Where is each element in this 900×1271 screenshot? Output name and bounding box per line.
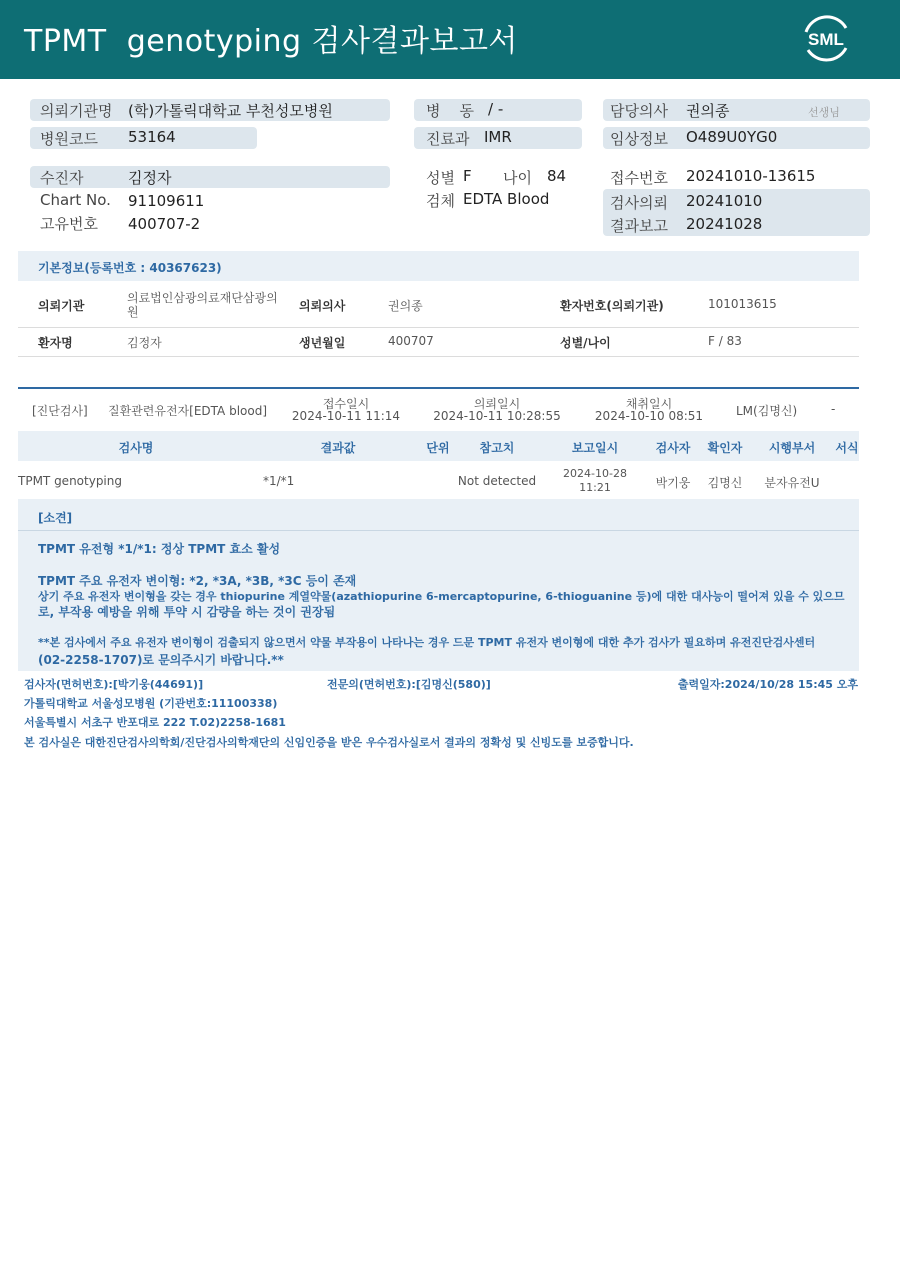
- received-value: 2024-10-11 11:14: [291, 409, 401, 423]
- info-birth-label: 생년월일: [299, 336, 346, 350]
- report-header: [0, 0, 900, 79]
- footer-printed: 출력일자:2024/10/28 15:45 오후: [677, 678, 858, 691]
- finding-line-5: **본 검사에서 주요 유전자 변이형이 검출되지 않으면서 약물 부작용이 나타나는 경우 드문 TPMT 유전자 변이형에 대한 추가 검사가 필요하며 유전진단검사센터: [38, 636, 816, 649]
- collected-label: 채취일시: [625, 397, 673, 411]
- row-test-name: TPMT genotyping: [18, 474, 122, 488]
- received-label: 접수일시: [322, 397, 370, 411]
- receipt-value: 20241010-13615: [686, 167, 816, 185]
- th-confirmer: 확인자: [707, 441, 743, 455]
- logo-text: SML: [808, 30, 844, 49]
- th-result: 결과값: [320, 441, 356, 455]
- th-report-date: 보고일시: [571, 441, 619, 455]
- info-patient-no-value: 101013615: [708, 297, 777, 311]
- test-category: [진단검사]: [32, 404, 88, 418]
- request-label: 검사의뢰: [610, 194, 668, 212]
- ward-value: / -: [488, 100, 504, 118]
- report-value: 20241028: [686, 215, 763, 233]
- sml-logo: [798, 12, 854, 66]
- row-report-date: 2024-10-28: [563, 467, 627, 480]
- chart-label: Chart No.: [40, 191, 111, 209]
- unique-value: 400707-2: [128, 215, 201, 233]
- sex-label: 성별: [426, 169, 455, 187]
- info-institution-value-line2: 원: [127, 305, 139, 319]
- finding-line-3: 상기 주요 유전자 변이형을 갖는 경우 thiopurine 계열약물(azathiopurine 6-mercaptopurine, 6-thioguanine 등)에 대한 대사능이 떨어져 있을 수 있으므: [38, 590, 845, 603]
- footer-tester: 검사자(면허번호):[박기웅(44691)]: [24, 678, 204, 691]
- info-doctor-value: 권의종: [388, 299, 423, 313]
- sex-value: F: [463, 167, 472, 185]
- th-reference: 참고치: [479, 441, 515, 455]
- patient-label: 수진자: [40, 169, 84, 187]
- th-tester: 검사자: [655, 441, 691, 455]
- row-department: 분자유전U: [764, 476, 820, 490]
- info-patient-no-label: 환자번호(의뢰기관): [560, 299, 664, 313]
- doctor-suffix: 선생님: [808, 106, 840, 119]
- th-test-name: 검사명: [118, 441, 154, 455]
- clinical-label: 임상정보: [610, 130, 668, 148]
- age-label: 나이: [503, 169, 532, 187]
- clinical-value: O489U0YG0: [686, 128, 778, 146]
- lm-value: LM(김명신): [736, 404, 798, 418]
- lm-dash: -: [831, 402, 836, 416]
- report-label: 결과보고: [610, 217, 668, 235]
- row-result: *1/*1: [263, 474, 295, 488]
- dept-value: IMR: [484, 128, 512, 146]
- institution-label: 의뢰기관명: [40, 102, 113, 120]
- doctor-label: 담당의사: [610, 102, 668, 120]
- collected-value: 2024-10-10 08:51: [594, 409, 704, 423]
- patient-value: 김정자: [128, 169, 172, 187]
- dept-label: 진료과: [426, 130, 470, 148]
- row-report-time: 11:21: [579, 481, 611, 494]
- ward-label: 병 동: [426, 102, 475, 120]
- finding-line-2: TPMT 주요 유전자 변이형: *2, *3A, *3B, *3C 등이 존재: [38, 574, 357, 588]
- test-group: 질환관련유전자[EDTA blood]: [108, 404, 268, 418]
- requested-label: 의뢰일시: [473, 397, 521, 411]
- patient-pill: [30, 166, 390, 188]
- footer-org: 가톨릭대학교 서울성모병원 (기관번호:11100338): [24, 697, 278, 710]
- doctor-value: 권의종: [686, 102, 730, 120]
- specimen-label: 검체: [426, 192, 455, 210]
- info-sexage-value: F / 83: [708, 334, 742, 348]
- footer-certification: 본 검사실은 대한진단검사의학회/진단검사의학재단의 신임인증을 받은 우수검사실로서 결과의 정확성 및 신빙도를 보증합니다.: [24, 736, 634, 749]
- info-institution-label: 의뢰기관: [38, 299, 85, 313]
- hospital-code-label: 병원코드: [40, 130, 98, 148]
- specimen-value: EDTA Blood: [463, 190, 550, 208]
- findings-title: [소견]: [38, 511, 73, 525]
- request-value: 20241010: [686, 192, 763, 210]
- th-unit: 단위: [426, 441, 450, 455]
- test-info-top-rule: [18, 387, 859, 389]
- th-department: 시행부서: [768, 441, 816, 455]
- footer-specialist: 전문의(면허번호):[김명신(580)]: [327, 678, 491, 691]
- info-bottom-divider: [18, 356, 859, 357]
- report-title: TPMT genotyping 검사결과보고서: [24, 24, 518, 59]
- receipt-label: 접수번호: [610, 169, 668, 187]
- institution-value: (학)가톨릭대학교 부천성모병원: [128, 102, 333, 120]
- info-divider: [18, 327, 859, 328]
- footer-address: 서울특별시 서초구 반포대로 222 T.02)2258-1681: [24, 716, 286, 729]
- info-name-value: 김정자: [127, 336, 162, 350]
- basic-info-title: 기본정보(등록번호 : 40367623): [38, 261, 222, 275]
- finding-line-4: 로, 부작용 예방을 위해 투약 시 감량을 하는 것이 권장됨: [38, 605, 336, 619]
- finding-line-1: TPMT 유전형 *1/*1: 정상 TPMT 효소 활성: [38, 542, 281, 556]
- findings-divider: [18, 530, 859, 531]
- info-sexage-label: 성별/나이: [560, 336, 611, 350]
- info-birth-value: 400707: [388, 334, 434, 348]
- age-value: 84: [547, 167, 567, 185]
- row-confirmer: 김명신: [707, 476, 743, 490]
- finding-line-6: (02-2258-1707)로 문의주시기 바랍니다.**: [38, 653, 284, 667]
- info-institution-value-line1: 의료법인삼광의료재단삼광의: [127, 291, 278, 305]
- row-tester: 박기웅: [655, 476, 691, 490]
- requested-value: 2024-10-11 10:28:55: [433, 409, 561, 423]
- info-name-label: 환자명: [38, 336, 73, 350]
- hospital-code-value: 53164: [128, 128, 176, 146]
- chart-value: 91109611: [128, 192, 205, 210]
- unique-label: 고유번호: [40, 215, 98, 233]
- row-reference: Not detected: [457, 474, 537, 488]
- th-form: 서식: [835, 441, 859, 455]
- info-doctor-label: 의뢰의사: [299, 299, 346, 313]
